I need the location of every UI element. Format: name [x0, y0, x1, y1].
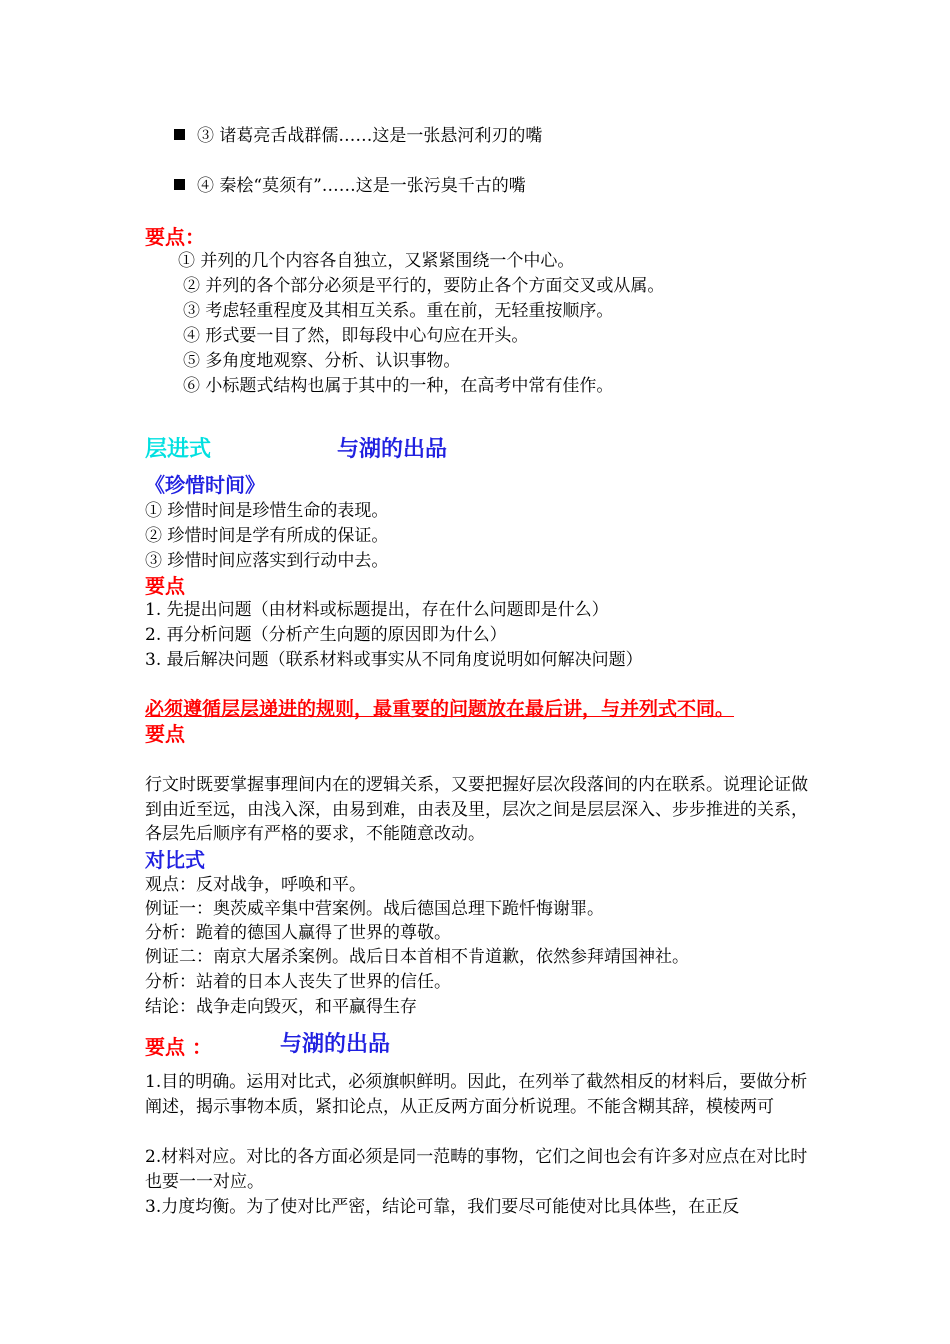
point-item: ③ 考虑轻重程度及其相互关系。重在前，无轻重按顺序。 — [183, 301, 614, 321]
paragraph: 1.目的明确。运用对比式，必须旗帜鲜明。因此，在列举了截然相反的材料后，要做分析阐述，揭示事物本质，紧扣论点，从正反两方面分析说理。不能含糊其辞，模棱两可 — [145, 1072, 808, 1117]
section-heading: 要点： — [145, 225, 205, 249]
step-item: 3. 最后解决问题（联系材料或事实从不同角度说明如何解决问题） — [145, 650, 643, 670]
point-item: ⑤ 多角度地观察、分析、认识事物。 — [183, 351, 461, 371]
text-line: 观点：反对战争，呼唤和平。 — [145, 875, 366, 895]
section-title: 层进式 — [145, 437, 212, 462]
text-line: 结论：战争走向毁灭，和平赢得生存 — [145, 997, 417, 1017]
points-heading: 要点 — [145, 722, 185, 746]
text-line: 分析：跪着的德国人赢得了世界的尊敬。 — [145, 923, 451, 943]
square-bullet-icon — [174, 129, 185, 140]
step-item: 2. 再分析问题（分析产生向题的原因即为什么） — [145, 625, 507, 645]
point-item: ⑥ 小标题式结构也属于其中的一种，在高考中常有佳作。 — [183, 376, 614, 396]
points-heading: 要点 ： — [145, 1035, 212, 1059]
section-title: 对比式 — [145, 848, 205, 872]
point-item: ① 并列的几个内容各自独立，又紧紧围绕一个中心。 — [178, 251, 575, 271]
bullet-item: ③ 诸葛亮舌战群儒……这是一张悬河利刃的嘴 — [174, 124, 542, 148]
point-item: ② 并列的各个部分必须是平行的，要防止各个方面交叉或从属。 — [183, 276, 665, 296]
points-heading: 要点 — [145, 574, 185, 598]
step-item: 1. 先提出问题（由材料或标题提出，存在什么问题即是什么） — [145, 600, 609, 620]
paragraph: 2.材料对应。对比的各方面必须是同一范畴的事物，它们之间也会有许多对应点在对比时也要一一对应。 — [145, 1147, 808, 1192]
example-item: ① 珍惜时间是珍惜生命的表现。 — [145, 501, 389, 521]
text-line: 例证二：南京大屠杀案例。战后日本首相不肯道歉，依然参拜靖国神社。 — [145, 947, 689, 967]
square-bullet-icon — [174, 179, 185, 190]
point-item: ④ 形式要一目了然，即每段中心句应在开头。 — [183, 326, 529, 346]
brand-tag: 与湖的出品 — [337, 437, 448, 462]
text-line: 例证一：奥茨威辛集中营案例。战后德国总理下跪忏悔谢罪。 — [145, 899, 604, 919]
paragraph: 3.力度均衡。为了使对比严密，结论可靠，我们要尽可能使对比具体些，在正反 — [145, 1197, 740, 1217]
example-item: ② 珍惜时间是学有所成的保证。 — [145, 526, 389, 546]
brand-tag: 与湖的出品 — [280, 1032, 391, 1057]
text-line: 分析：站着的日本人丧失了世界的信任。 — [145, 972, 451, 992]
example-item: ③ 珍惜时间应落实到行动中去。 — [145, 551, 389, 571]
bullet-item: ④ 秦桧“莫须有”……这是一张污臭千古的嘴 — [174, 174, 526, 198]
example-title: 《珍惜时间》 — [145, 473, 265, 497]
paragraph: 行文时既要掌握事理间内在的逻辑关系，又要把握好层次段落间的内在联系。说理论证做到由近至远，由浅入深，由易到难，由表及里，层次之间是层层深入、步步推进的关系，各层先后顺序有严格的要求，不能随意改动。 — [145, 775, 808, 844]
rule-statement: 必须遵循层层递进的规则，最重要的问题放在最后讲，与并列式不同。 — [145, 698, 735, 720]
